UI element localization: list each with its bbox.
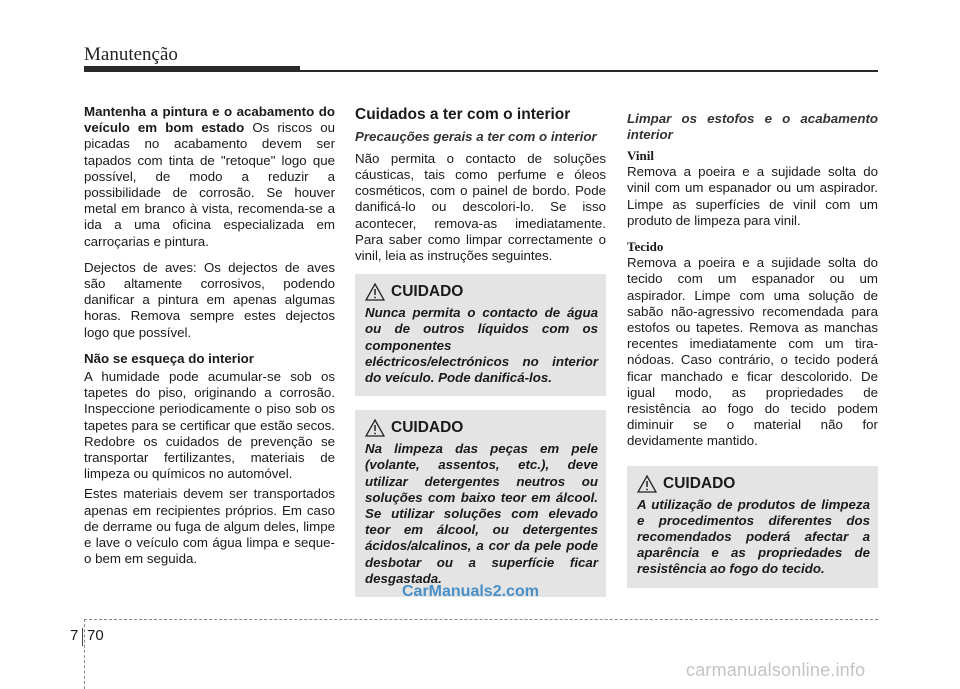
fabric-heading: Tecido — [627, 239, 664, 255]
paragraph-bird-droppings: Dejectos de aves: Os dejectos de aves são altamente corrosivos, podendo danificar a pintura em apenas algumas horas. Remova sempre estes dejectos logo que possível. — [84, 259, 335, 340]
caution-title: CUIDADO — [391, 419, 464, 437]
paragraph-caustic: Não permita o contacto de soluções cáusticas, tais como perfume e óleos cosméticos, com o painel de bordo. Pode danificá-lo ou descolori-lo. Se isso acontecer, remova-as imediatamente. Para saber como limpar correctamente o vinil, leia as instruções seguintes. — [355, 150, 606, 263]
caution-text: A utilização de produtos de limpeza e procedimentos diferentes dos recomendados poderá afectar a aparência e as propriedades de resistência ao fogo do tecido. — [637, 496, 870, 577]
paragraph-fabric: Remova a poeira e a sujidade solta do tecido com um espanador ou um aspirador. Limpe com uma solução de sabão não-agressivo recomendada para estofos ou tapetes. Remova as manchas recentes imediatamente com um tira-nódoas. Caso contrário, o tecido poderá ficar manchado e ficar descolorido. De igual modo, as propriedades de resistência ao fogo do tecido podem diminuir se o material não for devidamente mantido. — [627, 255, 878, 449]
paragraph-vinyl: Remova a poeira e a sujidade solta do vinil com um espanador ou um aspirador. Limpe as superfícies de vinil com um produto de limpeza para vinil. — [627, 164, 878, 228]
caution-box-1 — [355, 274, 606, 396]
footer-rule — [84, 619, 878, 620]
header-rule — [300, 70, 878, 72]
caution-title: CUIDADO — [391, 283, 464, 301]
warning-triangle-icon — [365, 283, 385, 301]
page-number-divider — [82, 628, 83, 646]
paragraph-humidity: A humidade pode acumular-se sob os tapetes do piso, originando a corrosão. Inspeccione periodicamente o piso sob os tapetes para se certificar que estão secos. Redobre os cuidados de prevenção se transportar fertilizantes, materiais de limpeza ou químicos no automóvel. — [84, 369, 335, 482]
warning-triangle-icon — [365, 419, 385, 437]
paragraph-paint — [84, 104, 335, 250]
column-right — [627, 104, 878, 588]
brand-watermark: carmanualsonline.info — [686, 660, 866, 680]
paint-text: Os riscos ou picadas no acabamento devem ser tapados com tinta de "retoque" logo que possível, de modo a reduzir a possibilidade de corrosão. Se houver metal em branco à vista, recomenda-se a ida a uma oficina especializada em carroçarias e pintura. — [84, 120, 335, 249]
page-title: Manutenção — [84, 44, 178, 65]
warning-triangle-icon — [637, 475, 657, 493]
page-number: 70 — [87, 627, 104, 644]
caution-box-3 — [627, 466, 878, 588]
section-heading: Cuidados a ter com o interior — [355, 106, 571, 123]
watermark-link[interactable]: CarManuals2.com — [402, 583, 539, 600]
paint-heading: Mantenha a pintura e o acabamento do veículo em bom estado — [84, 104, 335, 136]
subheading-general-precautions: Precauções gerais a ter com o interior — [355, 129, 597, 145]
caution-box-2 — [355, 410, 606, 597]
interior-heading: Não se esqueça do interior — [84, 350, 254, 366]
column-middle — [355, 104, 606, 597]
caution-text: Nunca permita o contacto de água ou de outros líquidos com os componentes eléctricos/electrónicos no interior do veículo. Pode danificá-los. — [365, 305, 598, 385]
subheading-cleaning: Limpar os estofos e o acabamento interior — [627, 111, 878, 142]
caution-title: CUIDADO — [663, 474, 736, 492]
caution-text: Na limpeza das peças em pele (volante, assentos, etc.), deve utilizar detergentes neutros ou soluções com baixo teor em álcool. Se utilizar soluções com elevado teor em álcool, ou detergentes ácidos/alcalinos, a cor da pele pode desbotar ou a superfície ficar desgastada. — [365, 441, 598, 586]
vinyl-heading: Vinil — [627, 148, 654, 163]
paragraph-materials: Estes materiais devem ser transportados apenas em recipientes próprios. Em caso de derrame ou fuga de algum deles, limpe e lave o veículo com água limpa e seque-o bem em seguida. — [84, 486, 335, 567]
chapter-number: 7 — [70, 627, 79, 644]
footer-vertical-rule — [84, 619, 85, 689]
header-bar — [84, 66, 300, 72]
column-left — [84, 104, 335, 577]
